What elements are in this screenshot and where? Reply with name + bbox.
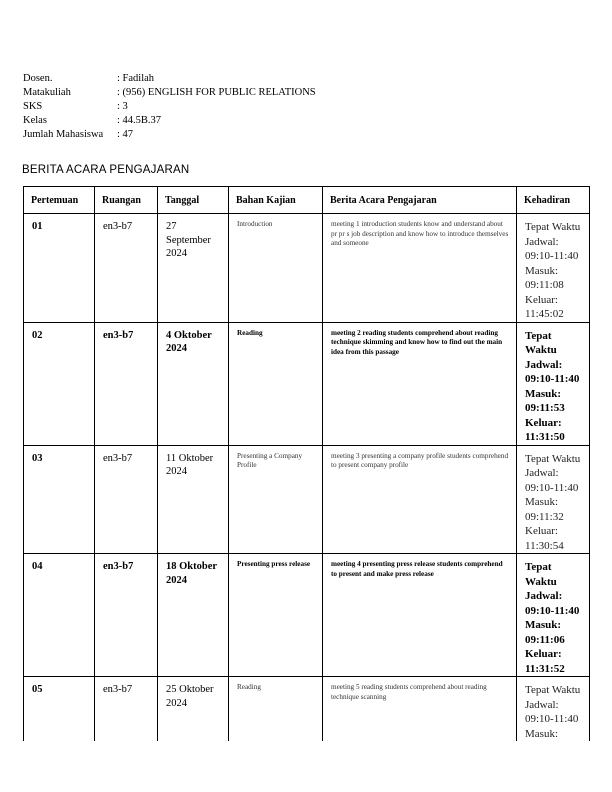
- cell-berita-acara: meeting 5 reading students comprehend about reading technique scanning: [323, 677, 517, 742]
- cell-pertemuan: 04: [24, 554, 95, 677]
- cell-kehadiran: [517, 445, 590, 554]
- cell-kehadiran: [517, 554, 590, 677]
- attendance-masuk: Masuk: 09:11:32: [525, 496, 564, 523]
- cell-berita-acara: meeting 3 presenting a company profile students comprehend to present company profile: [323, 445, 517, 554]
- attendance-status: Tepat Waktu: [525, 561, 557, 588]
- cell-kehadiran: [517, 322, 590, 445]
- info-label: Jumlah Mahasiswa: [23, 129, 104, 140]
- info-row-dosen: [23, 72, 316, 86]
- info-label: Dosen.: [23, 73, 53, 84]
- info-value: : 47: [117, 129, 134, 140]
- cell-bahan-kajian: Presenting press release: [229, 554, 323, 677]
- info-value: : Fadilah: [117, 73, 155, 84]
- table-row: [24, 214, 590, 323]
- header-kehadiran: Kehadiran: [517, 187, 590, 214]
- info-label: SKS: [23, 101, 43, 112]
- attendance-masuk: Masuk:: [525, 727, 558, 740]
- attendance-status: Tepat Waktu: [525, 684, 581, 696]
- info-row-matakuliah: [23, 86, 316, 100]
- cell-bahan-kajian: Reading: [229, 677, 323, 742]
- section-title: BERITA ACARA PENGAJARAN: [22, 164, 190, 176]
- cell-bahan-kajian: Introduction: [229, 214, 323, 323]
- cell-ruangan: en3-b7: [95, 214, 158, 323]
- attendance-jadwal: Jadwal: 09:10-11:40: [525, 235, 579, 262]
- attendance-status: Tepat Waktu: [525, 452, 581, 465]
- cell-berita-acara: meeting 2 reading students comprehend about reading technique skimming and know how to find out the main idea from this passage: [323, 322, 517, 445]
- attendance-jadwal: Jadwal: 09:10-11:40: [525, 590, 580, 617]
- attendance-jadwal: Jadwal: 09:10-11:40: [525, 358, 580, 385]
- attendance-keluar: Keluar: 11:31:50: [525, 416, 565, 443]
- info-value: : 44.5B.37: [117, 115, 162, 126]
- attendance-status: Tepat Waktu: [525, 329, 557, 356]
- course-info: [23, 72, 316, 142]
- header-ruangan: Ruangan: [95, 187, 158, 214]
- cell-tanggal: 25 Oktober 2024: [158, 677, 229, 742]
- table-row: [24, 445, 590, 554]
- info-row-sks: [23, 100, 316, 114]
- cell-ruangan: en3-b7: [95, 322, 158, 445]
- cell-pertemuan: 01: [24, 214, 95, 323]
- header-pertemuan: Pertemuan: [24, 187, 95, 214]
- cell-tanggal: 4 Oktober 2024: [158, 322, 229, 445]
- attendance-masuk: Masuk: 09:11:53: [525, 387, 565, 414]
- info-row-jumlah-mahasiswa: [23, 128, 316, 142]
- cell-berita-acara: meeting 1 introduction students know and understand about pr pr s job description and know how to introduce themselves and someone: [323, 214, 517, 323]
- cell-pertemuan: 02: [24, 322, 95, 445]
- cell-bahan-kajian: Presenting a Company Profile: [229, 445, 323, 554]
- attendance-masuk: Masuk: 09:11:08: [525, 264, 564, 291]
- cell-bahan-kajian: Reading: [229, 322, 323, 445]
- attendance-status: Tepat Waktu: [525, 221, 581, 233]
- cell-ruangan: en3-b7: [95, 554, 158, 677]
- cell-kehadiran: [517, 677, 590, 742]
- table-row: [24, 322, 590, 445]
- teaching-record-table: [23, 186, 590, 741]
- attendance-jadwal: Jadwal: 09:10-11:40: [525, 467, 579, 494]
- attendance-jadwal: Jadwal: 09:10-11:40: [525, 698, 579, 725]
- attendance-keluar: Keluar: 11:45:02: [525, 293, 564, 320]
- attendance-masuk: Masuk: 09:11:06: [525, 619, 565, 646]
- header-berita-acara: Berita Acara Pengajaran: [323, 187, 517, 214]
- cell-tanggal: 11 Oktober 2024: [158, 445, 229, 554]
- table-header-row: [24, 187, 590, 214]
- table-row: [24, 554, 590, 677]
- header-bahan-kajian: Bahan Kajian: [229, 187, 323, 214]
- header-tanggal: Tanggal: [158, 187, 229, 214]
- cell-ruangan: en3-b7: [95, 445, 158, 554]
- info-label: Matakuliah: [23, 87, 71, 98]
- info-value: : 3: [117, 101, 128, 112]
- attendance-keluar: Keluar: 11:30:54: [525, 525, 564, 552]
- cell-pertemuan: 03: [24, 445, 95, 554]
- cell-tanggal: 18 Oktober 2024: [158, 554, 229, 677]
- cell-berita-acara: meeting 4 presenting press release students comprehend to present and make press release: [323, 554, 517, 677]
- info-label: Kelas: [23, 115, 47, 126]
- attendance-keluar: Keluar: 11:31:52: [525, 648, 565, 675]
- cell-ruangan: en3-b7: [95, 677, 158, 742]
- table-row: [24, 677, 590, 742]
- cell-pertemuan: 05: [24, 677, 95, 742]
- cell-kehadiran: [517, 214, 590, 323]
- cell-tanggal: 27 September 2024: [158, 214, 229, 323]
- info-value: : (956) ENGLISH FOR PUBLIC RELATIONS: [117, 87, 316, 98]
- info-row-kelas: [23, 114, 316, 128]
